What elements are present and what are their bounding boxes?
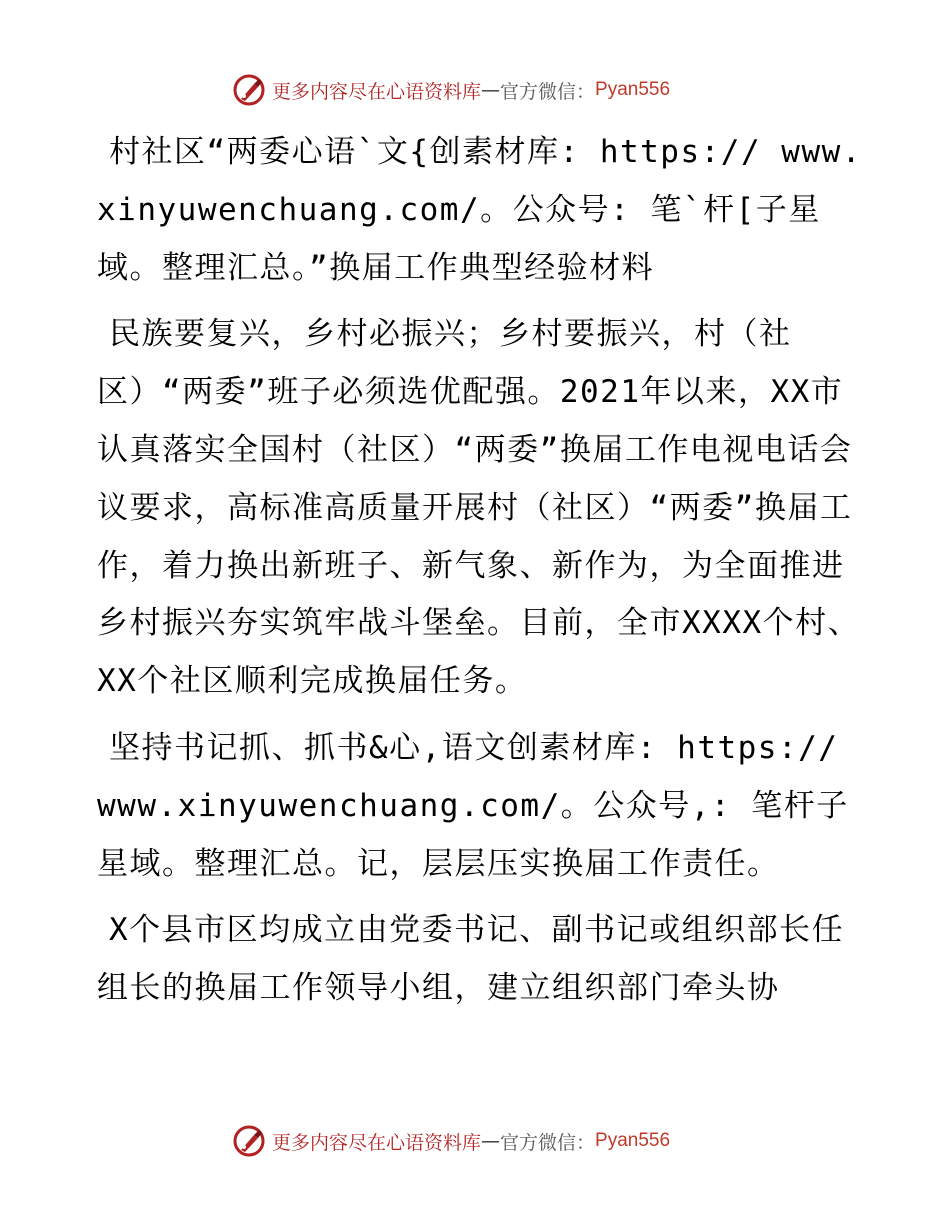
footer-wechat-id: Pyan556 <box>595 1130 671 1151</box>
header-wechat-id: Pyan556 <box>595 79 671 100</box>
document-body <box>97 124 867 1027</box>
header-wechat-label: 官方微信： <box>500 80 596 103</box>
paragraph-title: 村社区“两委心语`文{创素材库: https:// www.xinyuwenchuang.com/。公众号: 笔`杆[子星域。整理汇总。”换届工作典型经验材料 <box>97 134 862 286</box>
paragraph-section-heading: 坚持书记抓、抓书&心,语文创素材库: https:// www.xinyuwenchuang.com/。公众号,: 笔杆子星域。整理汇总。记，层层压实换届工作责任。 <box>97 729 849 882</box>
footer-wechat-label: 官方微信： <box>500 1131 596 1154</box>
footer-brand-text: 更多内容尽在心语资料库 <box>272 1131 482 1154</box>
header-separator: — <box>481 79 501 101</box>
pen-logo-icon <box>232 1124 266 1158</box>
header-brand-text: 更多内容尽在心语资料库 <box>272 80 482 103</box>
paragraph-intro: 民族要复兴，乡村必振兴；乡村要振兴，村（社区）“两委”班子必须选优配强。2021年以来，XX市认真落实全国村（社区）“两委”换届工作电视电话会议要求，高标准高质量开展村（社区）“两委”换届工作，着力换出新班子、新气象、新作为，为全面推进乡村振兴夯实筑牢战斗堡垒。目前，全市XXXX个村、XX个社区顺利完成换届任务。 <box>97 316 861 700</box>
paragraph-section-body: X个县市区均成立由党委书记、副书记或组织部长任组长的换届工作领导小组，建立组织部门牵头协 <box>97 912 845 1007</box>
header-banner <box>232 70 670 110</box>
footer-banner <box>232 1121 670 1161</box>
footer-separator: — <box>481 1130 501 1152</box>
pen-logo-icon <box>232 73 266 107</box>
